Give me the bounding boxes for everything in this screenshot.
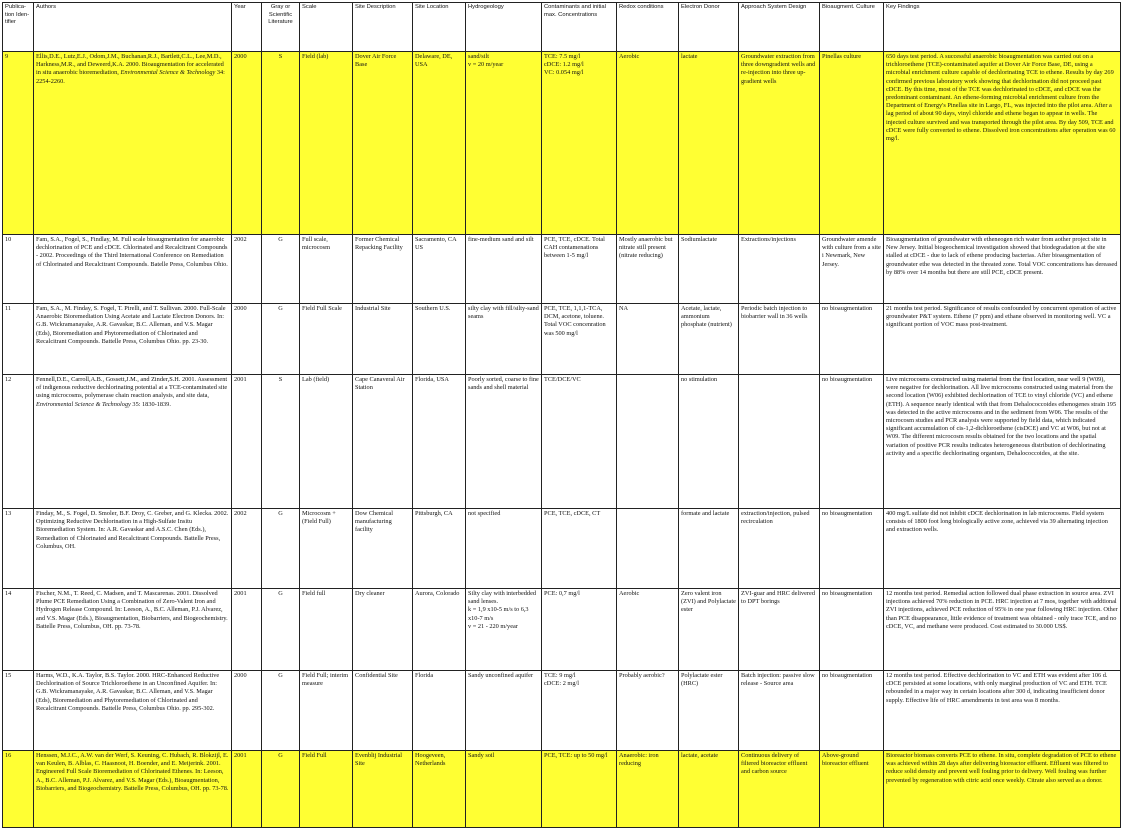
- gray-literature-cell: S: [262, 52, 300, 235]
- authors-cell: [34, 509, 232, 589]
- table-row: [3, 751, 1121, 828]
- approach-cell: Periodic batch injection to biobarrier wall in 36 wells: [739, 304, 820, 375]
- approach-cell: [739, 375, 820, 509]
- site-location-cell: Florida: [413, 671, 466, 751]
- pub-id-cell: 13: [3, 509, 34, 589]
- table-row: [3, 235, 1121, 304]
- contaminants-cell: PCE, TCE, cDCE. Total CAH contamenations between 1-5 mg/l: [542, 235, 617, 304]
- year-cell: 2001: [232, 751, 262, 828]
- pub-id-cell: 15: [3, 671, 34, 751]
- scale-cell: Field Full; interim measure: [300, 671, 353, 751]
- year-cell: 2000: [232, 671, 262, 751]
- pub-id-cell: 9: [3, 52, 34, 235]
- approach-cell: Groundwater extraction from three downgradient wells and re-injection into three up-gradient wells: [739, 52, 820, 235]
- header-scale: Scale: [300, 3, 353, 52]
- site-location-cell: Delaware, DE, USA: [413, 52, 466, 235]
- year-cell: 2001: [232, 375, 262, 509]
- header-site-description: Site Description: [353, 3, 413, 52]
- citation-text: Henssen, M.J.C., A.W. van der Werf, S. Keuning, C. Hubach, R. Blokzijl, E. van Keulen, B. Alblas, C. Haasnoot, H. Boender, and E. Meijerink. 2001. Engineered Full Scale Bioremediation of Chlorinated Ethenes. In: Leeson, A., B.C. Alleman, P.J. Alvarez, and V.S. Magar (Eds.), Bioaugmentation, Biobarriers, and Biogeochemistry. Battelle Press, Columbus, OH. pp. 73-78.: [36, 752, 229, 792]
- hydrogeology-cell: fine-medium sand and silt: [466, 235, 542, 304]
- scale-cell: Field Full: [300, 751, 353, 828]
- site-description-cell: Confidential Site: [353, 671, 413, 751]
- site-description-cell: Cape Canaveral Air Station: [353, 375, 413, 509]
- bioaugment-culture-cell: Above-ground bioreactor effluent: [820, 751, 884, 828]
- key-findings-cell: Live microcosms constructed using material from the first location, near well 9 (W09), were negative for dechlorination. All live microcosms constructed using material from the second location (W06) exhibited dechlorination of TCE to vinyl chloride (VC) and ethene (ETH). A sequence nearly identical with that from Dehalococcoides ethenogenes strain 195 was detected in the active microcosms and in the sediment from W06. The results of the microcosm studies and PCR analysis were supported by field data, which indicated significant accumulation of cis-1,2-dichloroethene (cisDCE) and VC at W06, but not at W09. The different microcosm results obtained for the two locations and the spatial variation of positive PCR results indicates heterogeneous distribution of dechlorinating activity and a specific dechlorinating organism, Dehalococcoides, at the site.: [884, 375, 1121, 509]
- header-gray-literature: Gray or Scientific Literature: [262, 3, 300, 52]
- bioaugment-culture-cell: no bioaugmentation: [820, 375, 884, 509]
- contaminants-cell: PCE, TCE, 1,1,1-TCA, DCM, acetone, toluene. Total VOC concenration was 500 mg/l: [542, 304, 617, 375]
- electron-donor-cell: Sodiumlactate: [679, 235, 739, 304]
- header-site-location: Site Location: [413, 3, 466, 52]
- year-cell: 2002: [232, 235, 262, 304]
- redox-cell: [617, 509, 679, 589]
- header-row: [3, 3, 1121, 52]
- header-key-findings: Key Findings: [884, 3, 1121, 52]
- gray-literature-cell: G: [262, 751, 300, 828]
- key-findings-cell: 650 days test period. A successful anaerobic bioaugmentation was carried out on a trichloroethene (TCE)-contaminated aquifer at Dover Air Force Base, DE, using a microbial enrichment culture capable of dechlorinating TCE to ethene. Results by day 269 confirmed previous laboratory work showing that dechlorination did not proceed past cDCE. By this time, most of the TCE was dechlorinated to cDCE, and cDCE was the predominant contaminant. An ethene-forming microbial enrichment culture from the Department of Energy's Pinellas site in Largo, FL, was injected into the pilot area. After a lag period of about 90 days, vinyl chloride and ethene began to appear in wells. The injected culture survived and was transported through the pilot area. By day 509, TCE and cDCE were fully converted to ethene. Dissolved iron concentrations after operation was 60 mg/l.: [884, 52, 1121, 235]
- bioaugment-culture-cell: no bioaugmentation: [820, 509, 884, 589]
- site-description-cell: Evenblij Industrial Site: [353, 751, 413, 828]
- scale-cell: Field full: [300, 589, 353, 671]
- redox-cell: Aerobic: [617, 589, 679, 671]
- approach-cell: extraction/injection, pulsed recirculation: [739, 509, 820, 589]
- contaminants-cell: TCE/DCE/VC: [542, 375, 617, 509]
- electron-donor-cell: Acetate, lactate, ammonium phosphate (nutrient): [679, 304, 739, 375]
- citation-text: Ellis,D.E., Lutz,E.J., Odom,J.M., Buchanan,R.J., Bartlett,C.L., Lee,M.D., Harkness,M.R., and Deweerd,K.A. 2000. Bioaugmentation for accelerated in situ anaerobic bioremediation,: [36, 53, 224, 77]
- scale-cell: Full scale, microcosm: [300, 235, 353, 304]
- site-location-cell: Hoogeveen, Netherlands: [413, 751, 466, 828]
- site-location-cell: Florida, USA: [413, 375, 466, 509]
- approach-cell: Batch injection: passive slow release - Source area: [739, 671, 820, 751]
- scale-cell: Field (lab): [300, 52, 353, 235]
- key-findings-cell: 12 months test period. Remedial action followed dual phase extraction in source area. ZVI injections achieved 70% reduction in PCE. HRC injection at 7 mos, together with addtional ZVI injections, achieved PCE reduction of 95% in one year following HRC injection. Other than PCE disappearance, little evidence of treatment was obtained - only trace TCE, and no cDCE, VC, and methane were produced. Cost estimated to 30.000 US$.: [884, 589, 1121, 671]
- site-description-cell: Former Chemical Repacking Facility: [353, 235, 413, 304]
- bioaugment-culture-cell: Pinellas culture: [820, 52, 884, 235]
- citation-text: 35: 1830-1839.: [130, 400, 171, 408]
- bioaugment-culture-cell: no bioaugmentation: [820, 589, 884, 671]
- pub-id-cell: 11: [3, 304, 34, 375]
- approach-cell: Extractions/injections: [739, 235, 820, 304]
- header-electron-donor: Electron Donor: [679, 3, 739, 52]
- hydrogeology-cell: not specified: [466, 509, 542, 589]
- contaminants-cell: PCE: 0,7 mg/l: [542, 589, 617, 671]
- citation-text: Fam, S.A., Fogel, S., Findlay, M. Full scale bioaugmentation for anaerobic dechlorination of PCE and cDCE. Chlorinated and Recalcitrant Compounds - 2002. Proceedings of the Third International Conference on Remediation of Chlorinated and Recalcitrant Compounds. Batelle Press, Columbus Ohio.: [36, 236, 228, 268]
- authors-cell: [34, 671, 232, 751]
- site-location-cell: Sacramento, CA US: [413, 235, 466, 304]
- header-redox: Redox conditions: [617, 3, 679, 52]
- approach-cell: Continuous delivery of filtered bioreactor effluent and carbon source: [739, 751, 820, 828]
- year-cell: 2000: [232, 52, 262, 235]
- redox-cell: Anaerobic: iron reducing: [617, 751, 679, 828]
- gray-literature-cell: G: [262, 589, 300, 671]
- pub-id-cell: 14: [3, 589, 34, 671]
- bioaugment-culture-cell: Groundwater amende with culture from a site i Newmark, New Jersey.: [820, 235, 884, 304]
- table-row: [3, 304, 1121, 375]
- hydrogeology-cell: Sandy unconfined aquifer: [466, 671, 542, 751]
- header-approach: Approach System Design: [739, 3, 820, 52]
- site-location-cell: Pittsburgh, CA: [413, 509, 466, 589]
- contaminants-cell: TCE: 7.5 mg/l cDCE: 1.2 mg/l VC: 0.054 mg/l: [542, 52, 617, 235]
- header-year: Year: [232, 3, 262, 52]
- authors-cell: [34, 52, 232, 235]
- authors-cell: [34, 375, 232, 509]
- approach-cell: ZVI-guar and HRC delivered to DPT borings: [739, 589, 820, 671]
- authors-cell: [34, 235, 232, 304]
- scale-cell: Microcosm + (Field Full): [300, 509, 353, 589]
- redox-cell: Mostly anaerobic but nitrate still present (nitrate reducing): [617, 235, 679, 304]
- gray-literature-cell: G: [262, 304, 300, 375]
- citation-text: Finday, M., S. Fogel, D. Smoler, B.F. Droy, C. Greber, and G. Klecka. 2002. Optimizing Reductive Dechlorination in a High-Sulfate Insitu Bioremediation System. In: A.R. Gavaskar and A.S.C. Chen (Eds.), Remediation of Chlorinated and Recalcitrant Compounds. Battelle Press, Columbus, OH.: [36, 510, 229, 550]
- table-row: [3, 671, 1121, 751]
- electron-donor-cell: formate and lactate: [679, 509, 739, 589]
- redox-cell: Aerobic: [617, 52, 679, 235]
- gray-literature-cell: G: [262, 671, 300, 751]
- literature-review-table: [2, 2, 1121, 828]
- header-authors: Authors: [34, 3, 232, 52]
- scale-cell: Field Full Scale: [300, 304, 353, 375]
- site-description-cell: Dover Air Force Base: [353, 52, 413, 235]
- pub-id-cell: 12: [3, 375, 34, 509]
- pub-id-cell: 16: [3, 751, 34, 828]
- journal-name: Environmental Science & Technology: [120, 69, 216, 77]
- table-row: [3, 52, 1121, 235]
- journal-name: Environmental Science & Technology: [36, 400, 131, 408]
- citation-text: Harms, W.D., K.A. Taylor, B.S. Taylor. 2000. HRC-Enhanced Reductive Dechlorination of Source Trichloroethene in an Unconfined Aquifer. In: G.B. Wickramanayake, A.R. Gavaskar, B.C. Alleman, and V.S. Magar (Eds), Bioremediation and Phytoremediation of Chlorinated and Recalcitrant Compounds. Battelle Press, Columbus Ohio. pp. 295-302.: [36, 672, 220, 712]
- electron-donor-cell: lactate: [679, 52, 739, 235]
- table-row: [3, 375, 1121, 509]
- electron-donor-cell: Polylactate ester (HRC): [679, 671, 739, 751]
- table-row: [3, 589, 1121, 671]
- key-findings-cell: 400 mg/L sulfate did not inhibit cDCE dechlorination in lab microcosms. Field system consists of 1800 foot long biologically active zone, achieved via 39 alternating injection and extraction wells.: [884, 509, 1121, 589]
- contaminants-cell: PCE, TCE, cDCE, CT: [542, 509, 617, 589]
- electron-donor-cell: Zero valent iron (ZVI) and Polylactate ester: [679, 589, 739, 671]
- hydrogeology-cell: silty clay with fill/silty-sand seams: [466, 304, 542, 375]
- key-findings-cell: 12 months test period. Effective dechlorination to VC and ETH was evident after 106 d. cDCE persisted at some locations, with only marginal production of VC and ETH. TCE rebounded in a major way in certain locations after 300 d, indicating insufficient donor supply. Effective life of HRC amendments in test area was 8 months.: [884, 671, 1121, 751]
- site-description-cell: Dow Chemical manufacturing facility: [353, 509, 413, 589]
- site-description-cell: Dry cleaner: [353, 589, 413, 671]
- contaminants-cell: TCE: 9 mg/l cDCE: 2 mg/l: [542, 671, 617, 751]
- redox-cell: [617, 375, 679, 509]
- year-cell: 2000: [232, 304, 262, 375]
- redox-cell: NA: [617, 304, 679, 375]
- gray-literature-cell: G: [262, 235, 300, 304]
- electron-donor-cell: no stimulation: [679, 375, 739, 509]
- citation-text: Fennell,D.E., Carroll,A.B., Gossett,J.M., and Zinder,S.H. 2001. Assessment of indigenous reductive dechlorinating potential at a TCE-contaminated site using microcosms, polymerase chain reaction analysis, and site data,: [36, 376, 228, 400]
- authors-cell: [34, 304, 232, 375]
- hydrogeology-cell: sand/silt v = 20 m/year: [466, 52, 542, 235]
- citation-text: 34: 2254-2260.: [36, 69, 225, 85]
- citation-text: Fischer, N.M., T. Reed, C. Madsen, and T. Mascarenas. 2001. Dissolved Plume PCE Remediation Using a Combination of Zero-Valent Iron and Hydrogen Release Compound. In: Leeson, A., B.C. Alleman, P.J. Alvarez, and V.S. Magar (Eds.), Bioaugmentation, Biobarriers, and Biogeochemistry. Battelle Press, Columbus, OH. pp. 73-78.: [36, 590, 228, 630]
- citation-text: Fam, S.A., M. Finday, S. Fogel, T. Pirelli, and T. Sullivan. 2000. Full-Scale Anaerobic Bioremediation Using Acetate and Lactate Electron Donors. In: G.B. Wickramanayake, A.R. Gavaskar, B.C. Alleman, and V.S. Magar (Eds), Bioremediation and Phytoremediation of Chlorinated and Recalcitrant Compounds. Battelle Press, Columbus Ohio. pp. 23-30.: [36, 305, 226, 345]
- gray-literature-cell: S: [262, 375, 300, 509]
- bioaugment-culture-cell: no bioaugmentation: [820, 671, 884, 751]
- site-description-cell: Industrial Site: [353, 304, 413, 375]
- scale-cell: Lab (field): [300, 375, 353, 509]
- contaminants-cell: PCE, TCE: up to 50 mg/l: [542, 751, 617, 828]
- authors-cell: [34, 589, 232, 671]
- header-pub-id: Publica-tion Iden-tifier: [3, 3, 34, 52]
- gray-literature-cell: G: [262, 509, 300, 589]
- redox-cell: Probably aerobic?: [617, 671, 679, 751]
- pub-id-cell: 10: [3, 235, 34, 304]
- hydrogeology-cell: Silty clay with interbedded sand lenses. k = 1,9 x10-5 m/s to 6,3 x10-7 m/s v = 21 - 220 m/year: [466, 589, 542, 671]
- header-bioaugment-culture: Bioaugment. Culture: [820, 3, 884, 52]
- electron-donor-cell: lactate, acetate: [679, 751, 739, 828]
- key-findings-cell: 21 months test period. Significance of results confounded by concurrent operation of active groundwater P&T system. Ethene (7 ppm) and ethane observed in monitoring well. VC a significant portion of VOC mass post-treatment.: [884, 304, 1121, 375]
- header-hydrogeology: Hydrogeology: [466, 3, 542, 52]
- hydrogeology-cell: Poorly sorted, coarse to fine sands and shell material: [466, 375, 542, 509]
- header-contaminants: Contaminants and initial max. Concentrations: [542, 3, 617, 52]
- table-row: [3, 509, 1121, 589]
- authors-cell: [34, 751, 232, 828]
- key-findings-cell: Bioreactor biomass converts PCE to ethene. In situ, complete degradation of PCE to ethene was achieved within 28 days after delivering bioreactor effluent. Effluent was filtered to reduce solid density and prevent well fouling prior to delivery. Well fouling was further prevented by regeneration with citric acid once weekly. Citrate also served as a donor.: [884, 751, 1121, 828]
- hydrogeology-cell: Sandy soil: [466, 751, 542, 828]
- bioaugment-culture-cell: no bioaugmentation: [820, 304, 884, 375]
- year-cell: 2002: [232, 509, 262, 589]
- year-cell: 2001: [232, 589, 262, 671]
- site-location-cell: Aurora, Colorado: [413, 589, 466, 671]
- key-findings-cell: Bioaugmentation of groundwater with etheneogen rich water from aother project site in New Jersey. Initial biogeochemical investigation showed that biodegradation at the site stalled at cDCE - due to lack of ethene producing bacterias. After bioaugmentation of groundwater ethe was detected in the threated zone. Total VOC concentrations has dereased by 88% over 14 months but there are still PCE, cDCE present.: [884, 235, 1121, 304]
- site-location-cell: Southern U.S.: [413, 304, 466, 375]
